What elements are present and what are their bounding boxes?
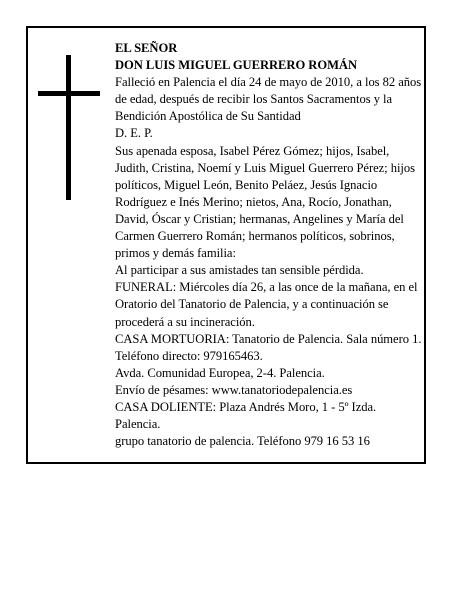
family-paragraph: Sus apenada esposa, Isabel Pérez Gómez; hijos, Isabel, Judith, Cristina, Noemí y Luis Miguel Guerrero Pérez; hijos políticos, Miguel León, Benito Peláez, Jesús Ignacio Rodríguez e Inés Merino; nietos, Ana, Rocío, Jonathan, David, Óscar y Cristian; hermanas, Angelines y María del Carmen Guerrero Román; hermanos políticos, sobrinos, primos y demás familia: <box>115 143 415 261</box>
cross-icon <box>38 55 100 200</box>
funeral-paragraph: FUNERAL: Miércoles día 26, a las once de la mañana, en el Oratorio del Tanatorio de Palencia, y a continuación se procederá a su incineración. <box>115 280 418 329</box>
mortuary-paragraph: CASA MORTUORIA: Tanatorio de Palencia. Sala número 1. Teléfono directo: 979165463. <box>115 331 422 363</box>
deceased-name: DON LUIS MIGUEL GUERRERO ROMÁN <box>115 58 357 73</box>
cross-vertical-bar <box>66 55 71 200</box>
address-line: Avda. Comunidad Europea, 2-4. Palencia. <box>115 365 325 380</box>
cross-horizontal-bar <box>38 91 100 96</box>
notice-title-line1: EL SEÑOR <box>115 41 178 55</box>
notice-text <box>115 40 423 450</box>
obituary-notice <box>26 26 426 464</box>
dep-line: D. E. P. <box>115 126 153 141</box>
condolences-line: Envío de pésames: www.tanatoriodepalencia.es <box>115 382 353 397</box>
announcement-line: Al participar a sus amistades tan sensible pérdida. <box>115 263 364 278</box>
death-paragraph: Falleció en Palencia el día 24 de mayo de 2010, a los 82 años de edad, después de recibir los Santos Sacramentos y la Bendición Apostólica de Su Santidad <box>115 75 422 124</box>
grieving-house-paragraph: CASA DOLIENTE: Plaza Andrés Moro, 1 - 5º Izda. Palencia. <box>115 399 377 432</box>
group-line: grupo tanatorio de palencia. Teléfono 979 16 53 16 <box>115 434 370 449</box>
